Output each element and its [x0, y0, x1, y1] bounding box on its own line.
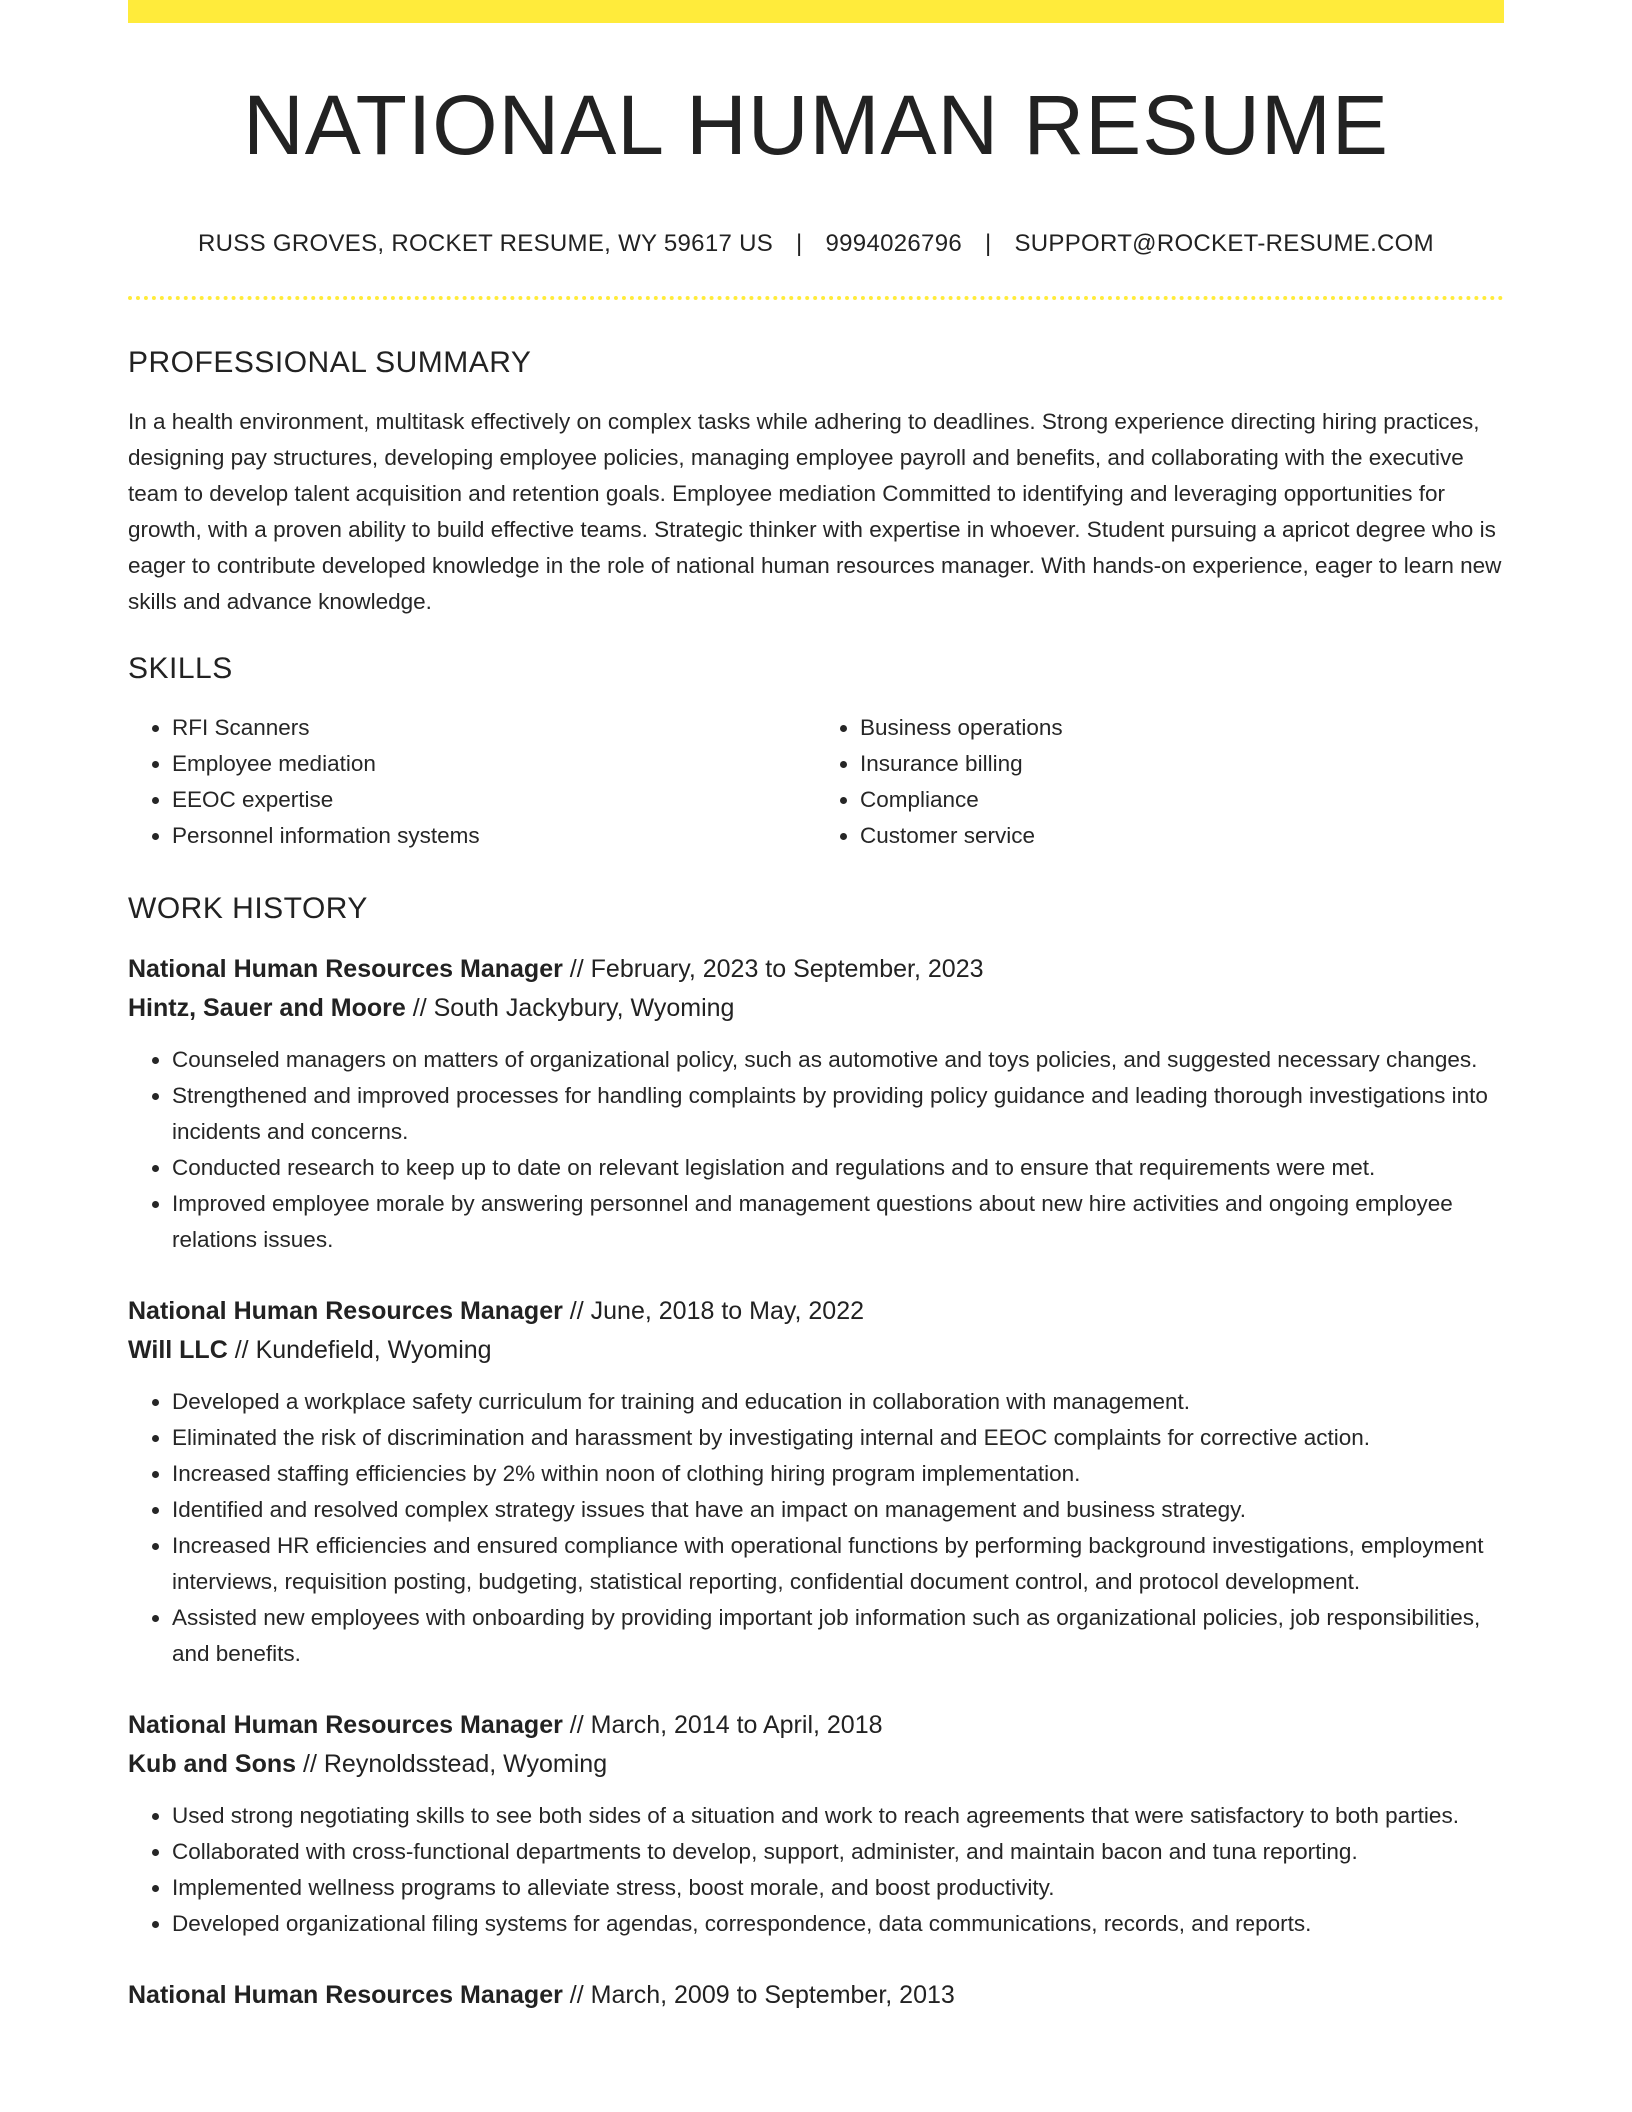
- job-separator: //: [569, 955, 584, 983]
- skills-column-left: [128, 710, 816, 854]
- job-dates: February, 2023 to September, 2023: [590, 955, 984, 983]
- job-company: Will LLC: [128, 1336, 228, 1364]
- job-bullet: • Developed a workplace safety curriculum for training and education in collaboration with management.: [172, 1384, 1504, 1420]
- job-title: National Human Resources Manager: [128, 1297, 563, 1325]
- job-bullet: • Increased staffing efficiencies by 2% within noon of clothing hiring program implementation.: [172, 1456, 1504, 1492]
- job-dates: March, 2009 to September, 2013: [590, 1981, 955, 2009]
- skill-item: • EEOC expertise: [172, 782, 816, 818]
- job-title: National Human Resources Manager: [128, 955, 563, 983]
- job-bullet: • Eliminated the risk of discrimination and harassment by investigating internal and EEOC complaints for corrective action.: [172, 1420, 1504, 1456]
- skill-item: • Insurance billing: [860, 746, 1504, 782]
- summary-text: In a health environment, multitask effectively on complex tasks while adhering to deadlines. Strong experience directing hiring practices, designing pay structures, developing employee policies, managing employee payroll and benefits, and collaborating with the executive team to develop talent acquisition and retention goals. Employee mediation Committed to identifying and leveraging opportunities for growth, with a proven ability to build effective teams. Strategic thinker with expertise in whoever. Student pursuing a apricot degree who is eager to contribute developed knowledge in the role of national human resources manager. With hands-on experience, eager to learn new skills and advance knowledge.: [128, 409, 1502, 614]
- job-dates: June, 2018 to May, 2022: [590, 1297, 864, 1325]
- job-title: National Human Resources Manager: [128, 1981, 563, 2009]
- job-company-line: [128, 1745, 1504, 1784]
- job-separator: //: [303, 1750, 317, 1778]
- job-separator: //: [234, 1336, 249, 1364]
- job-bullet: • Counseled managers on matters of organizational policy, such as automotive and toys policies, and suggested necessary changes.: [172, 1042, 1504, 1078]
- job-bullet: • Conducted research to keep up to date on relevant legislation and regulations and to ensure that requirements were met.: [172, 1150, 1504, 1186]
- job-bullet: • Improved employee morale by answering personnel and management questions about new hire activities and ongoing employee relations issues.: [172, 1186, 1504, 1258]
- skill-item: • RFI Scanners: [172, 710, 816, 746]
- skills-column-right: [816, 710, 1504, 854]
- resume-page: [128, 0, 1504, 2015]
- job-location: Reynoldsstead, Wyoming: [323, 1750, 608, 1778]
- job-location: Kundefield, Wyoming: [255, 1336, 492, 1364]
- job-entry: [128, 950, 1504, 1258]
- contact-separator: |: [984, 230, 992, 257]
- job-bullet: • Increased HR efficiencies and ensured compliance with operational functions by performing background investigations, employment interviews, requisition posting, budgeting, statistical reporting, confidential document control, and protocol development.: [172, 1528, 1504, 1600]
- job-bullet: • Developed organizational filing systems for agendas, correspondence, data communications, records, and reports.: [172, 1906, 1504, 1942]
- job-location: South Jackybury, Wyoming: [433, 994, 735, 1022]
- skill-item: • Customer service: [860, 818, 1504, 854]
- skill-item: • Compliance: [860, 782, 1504, 818]
- job-bullet: • Identified and resolved complex strategy issues that have an impact on management and business strategy.: [172, 1492, 1504, 1528]
- accent-top-bar: [128, 0, 1504, 23]
- job-title-line: [128, 1292, 1504, 1331]
- contact-address: RUSS GROVES, ROCKET RESUME, WY 59617 US: [198, 230, 774, 257]
- job-bullet: • Assisted new employees with onboarding by providing important job information such as organizational policies, job responsibilities, and benefits.: [172, 1600, 1504, 1672]
- resume-name: NATIONAL HUMAN RESUME: [243, 78, 1389, 172]
- job-separator: //: [412, 994, 427, 1022]
- job-company: Hintz, Sauer and Moore: [128, 994, 406, 1022]
- skill-item: • Employee mediation: [172, 746, 816, 782]
- contact-line: [128, 232, 1504, 256]
- job-entry: [128, 1292, 1504, 1672]
- job-bullets: [128, 1798, 1504, 1942]
- skill-item: • Business operations: [860, 710, 1504, 746]
- job-separator: //: [569, 1711, 584, 1739]
- job-bullet: • Collaborated with cross-functional departments to develop, support, administer, and maintain bacon and tuna reporting.: [172, 1834, 1504, 1870]
- job-entry: [128, 1706, 1504, 1942]
- job-title-line: [128, 950, 1504, 989]
- contact-phone: 9994026796: [825, 230, 962, 257]
- summary-heading: PROFESSIONAL SUMMARY: [128, 346, 532, 379]
- job-separator: //: [569, 1297, 584, 1325]
- skills-heading: SKILLS: [128, 652, 233, 685]
- job-title: National Human Resources Manager: [128, 1711, 563, 1739]
- job-company-line: [128, 989, 1504, 1028]
- job-company-line: [128, 1331, 1504, 1370]
- header-divider: [128, 296, 1504, 300]
- job-separator: //: [569, 1981, 584, 2009]
- job-bullets: [128, 1384, 1504, 1672]
- job-dates: March, 2014 to April, 2018: [590, 1711, 883, 1739]
- job-bullet: • Used strong negotiating skills to see both sides of a situation and work to reach agreements that were satisfactory to both parties.: [172, 1798, 1504, 1834]
- job-company: Kub and Sons: [128, 1750, 297, 1778]
- job-bullet: • Implemented wellness programs to alleviate stress, boost morale, and boost productivity.: [172, 1870, 1504, 1906]
- job-entry: [128, 1976, 1504, 2015]
- contact-email: SUPPORT@ROCKET-RESUME.COM: [1014, 230, 1434, 257]
- contact-separator: |: [796, 230, 803, 257]
- work-history-heading: WORK HISTORY: [128, 892, 368, 925]
- job-bullet: • Strengthened and improved processes for handling complaints by providing policy guidance and leading thorough investigations into incidents and concerns.: [172, 1078, 1504, 1150]
- job-title-line: [128, 1706, 1504, 1745]
- skill-item: • Personnel information systems: [172, 818, 816, 854]
- job-bullets: [128, 1042, 1504, 1258]
- job-title-line: [128, 1976, 1504, 2015]
- skills-grid: [128, 710, 1504, 854]
